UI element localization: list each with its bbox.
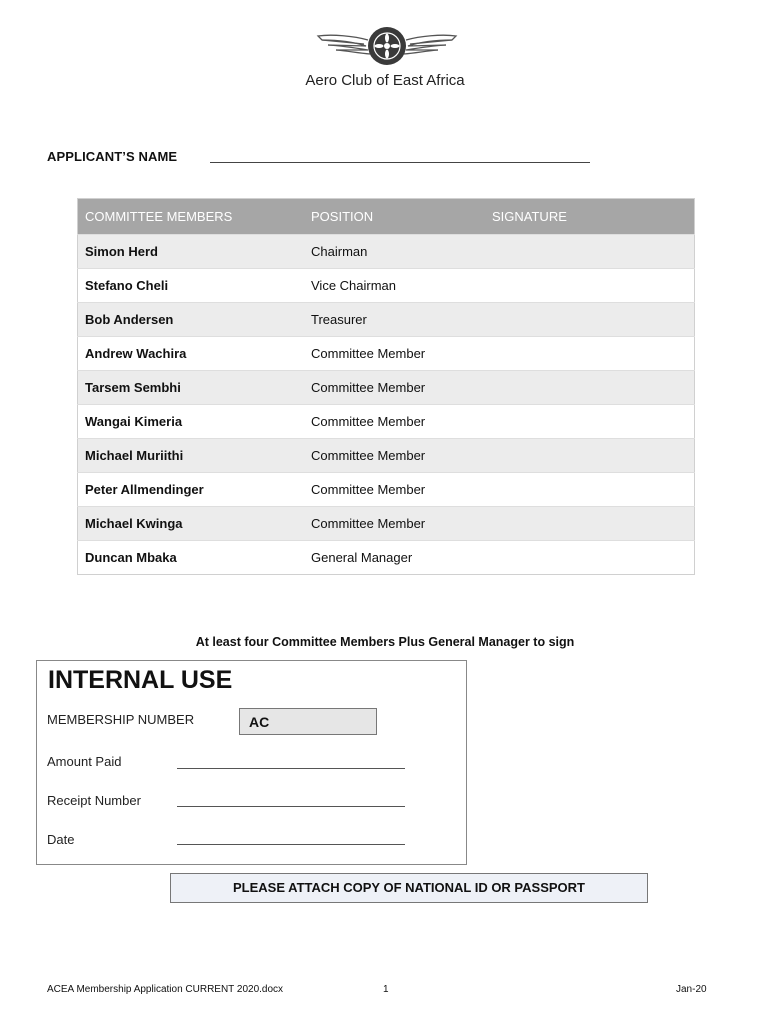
table-row bbox=[78, 405, 695, 439]
signature-cell[interactable] bbox=[485, 371, 695, 405]
attach-id-notice: PLEASE ATTACH COPY OF NATIONAL ID OR PASSPORT bbox=[170, 873, 648, 903]
table-row bbox=[78, 439, 695, 473]
member-name: Simon Herd bbox=[78, 235, 305, 269]
table-header-row bbox=[78, 199, 695, 235]
member-position: Chairman bbox=[304, 235, 485, 269]
date-label: Date bbox=[47, 832, 75, 847]
column-header-committee-members: COMMITTEE MEMBERS bbox=[78, 199, 305, 235]
member-name: Wangai Kimeria bbox=[78, 405, 305, 439]
table-row bbox=[78, 541, 695, 575]
footer-date: Jan-20 bbox=[676, 984, 707, 995]
member-position: Committee Member bbox=[304, 371, 485, 405]
winged-propeller-logo-icon bbox=[316, 26, 458, 66]
table-row bbox=[78, 337, 695, 371]
membership-number-label: MEMBERSHIP NUMBER bbox=[47, 712, 195, 727]
signature-requirement-note: At least four Committee Members Plus General Manager to sign bbox=[195, 635, 575, 649]
signature-cell[interactable] bbox=[485, 235, 695, 269]
member-position: Committee Member bbox=[304, 439, 485, 473]
internal-use-title: INTERNAL USE bbox=[48, 666, 233, 694]
member-position: Committee Member bbox=[304, 507, 485, 541]
membership-number-field[interactable]: AC bbox=[239, 708, 377, 735]
member-name: Andrew Wachira bbox=[78, 337, 305, 371]
footer-page-number: 1 bbox=[383, 984, 389, 995]
member-name: Michael Kwinga bbox=[78, 507, 305, 541]
signature-cell[interactable] bbox=[485, 541, 695, 575]
committee-table bbox=[77, 198, 695, 575]
table-row bbox=[78, 371, 695, 405]
signature-cell[interactable] bbox=[485, 269, 695, 303]
receipt-number-line[interactable] bbox=[177, 806, 405, 807]
member-position: Committee Member bbox=[304, 405, 485, 439]
table-row bbox=[78, 235, 695, 269]
org-name: Aero Club of East Africa bbox=[305, 72, 465, 89]
column-header-position: POSITION bbox=[304, 199, 485, 235]
column-header-signature: SIGNATURE bbox=[485, 199, 695, 235]
amount-paid-label: Amount Paid bbox=[47, 754, 122, 769]
date-line[interactable] bbox=[177, 844, 405, 845]
member-position: Committee Member bbox=[304, 337, 485, 371]
member-position: Treasurer bbox=[304, 303, 485, 337]
applicant-name-line[interactable] bbox=[210, 162, 590, 163]
member-name: Tarsem Sembhi bbox=[78, 371, 305, 405]
table-row bbox=[78, 269, 695, 303]
member-name: Bob Andersen bbox=[78, 303, 305, 337]
table-row bbox=[78, 473, 695, 507]
member-name: Michael Muriithi bbox=[78, 439, 305, 473]
signature-cell[interactable] bbox=[485, 473, 695, 507]
signature-cell[interactable] bbox=[485, 337, 695, 371]
member-position: Vice Chairman bbox=[304, 269, 485, 303]
member-name: Peter Allmendinger bbox=[78, 473, 305, 507]
member-name: Stefano Cheli bbox=[78, 269, 305, 303]
signature-cell[interactable] bbox=[485, 439, 695, 473]
member-name: Duncan Mbaka bbox=[78, 541, 305, 575]
signature-cell[interactable] bbox=[485, 303, 695, 337]
member-position: Committee Member bbox=[304, 473, 485, 507]
table-row bbox=[78, 303, 695, 337]
amount-paid-line[interactable] bbox=[177, 768, 405, 769]
member-position: General Manager bbox=[304, 541, 485, 575]
signature-cell[interactable] bbox=[485, 507, 695, 541]
internal-use-box bbox=[36, 660, 467, 865]
receipt-number-label: Receipt Number bbox=[47, 793, 141, 808]
signature-cell[interactable] bbox=[485, 405, 695, 439]
footer-filename: ACEA Membership Application CURRENT 2020.docx bbox=[47, 984, 284, 995]
table-row bbox=[78, 507, 695, 541]
applicant-name-label: APPLICANT’S NAME bbox=[47, 149, 178, 164]
